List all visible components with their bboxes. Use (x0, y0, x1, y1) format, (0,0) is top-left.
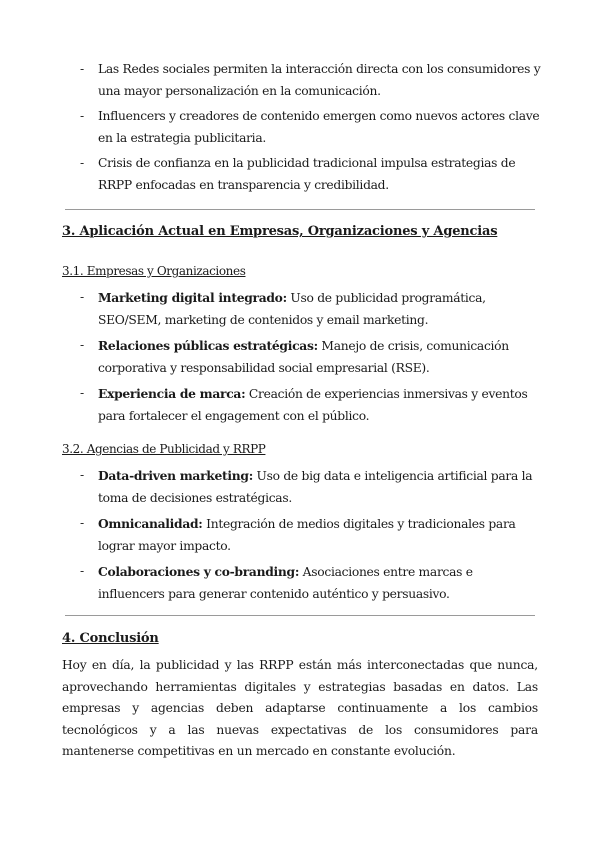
conclusion-paragraph: Hoy en día, la publicidad y las RRPP están más interconectadas que nunca, aprovechando herramientas digitales y estrategias basadas en datos. Las empresas y agencias deben adaptarse continuamente a los cambios tecnológicos y a las nuevas expectativas de los consumidores para mantenerse competitivas en un mercado en constante evolución. (62, 658, 538, 758)
section-divider (65, 615, 535, 616)
bullet-text: Manejo de crisis, comunicación corporativa y responsabilidad social empresarial (RSE). (98, 339, 509, 375)
list-item (62, 153, 542, 196)
list-item (62, 59, 542, 102)
bullet-dash: - (80, 338, 84, 352)
list-item (62, 383, 542, 427)
bullet-dash: - (80, 156, 84, 170)
bullet-text: Creación de experiencias inmersivas y eventos para fortalecer el engagement con el público. (98, 387, 528, 423)
bullet-dash: - (80, 109, 84, 123)
bullet-text: Asociaciones entre marcas e influencers para generar contenido auténtico y persuasivo. (98, 565, 473, 601)
intro-bullet-list (62, 59, 542, 200)
bullet-text: Integración de medios digitales y tradicionales para lograr mayor impacto. (98, 517, 516, 553)
bullet-term: Experiencia de marca: (98, 386, 246, 401)
bullet-dash: - (80, 386, 84, 400)
bullet-dash: - (80, 564, 84, 578)
bullet-term: Omnicanalidad: (98, 516, 203, 531)
section-divider (65, 209, 535, 210)
bullet-text: Uso de big data e inteligencia artificial para la toma de decisiones estratégicas. (98, 469, 533, 505)
bullet-text: Influencers y creadores de contenido emergen como nuevos actores clave en la estrategia publicitaria. (98, 109, 540, 145)
bullet-term: Relaciones públicas estratégicas: (98, 338, 318, 353)
section4-heading: 4. Conclusión (62, 631, 159, 646)
subsection-3-1-heading: 3.1. Empresas y Organizaciones (62, 264, 246, 278)
bullet-text: Crisis de confianza en la publicidad tradicional impulsa estrategias de RRPP enfocadas en transparencia y credibilidad. (98, 156, 516, 192)
list-item (62, 287, 542, 331)
bullet-text: Las Redes sociales permiten la interacción directa con los consumidores y una mayor personalización en la comunicación. (98, 62, 541, 98)
subsection-3-2-heading: 3.2. Agencias de Publicidad y RRPP (62, 442, 266, 456)
section3-heading: 3. Aplicación Actual en Empresas, Organizaciones y Agencias (62, 224, 498, 239)
bullet-text: Uso de publicidad programática, SEO/SEM, marketing de contenidos y email marketing. (98, 291, 486, 327)
list-item (62, 335, 542, 379)
sub1-bullet-list (62, 287, 542, 431)
bullet-dash: - (80, 516, 84, 530)
bullet-term: Colaboraciones y co-branding: (98, 564, 300, 579)
bullet-term: Data-driven marketing: (98, 468, 253, 483)
list-item (62, 513, 542, 557)
list-item (62, 465, 542, 509)
list-item (62, 561, 542, 605)
bullet-dash: - (80, 468, 84, 482)
bullet-dash: - (80, 290, 84, 304)
bullet-term: Marketing digital integrado: (98, 290, 287, 305)
sub2-bullet-list (62, 465, 542, 609)
list-item (62, 106, 542, 149)
bullet-dash: - (80, 62, 84, 76)
